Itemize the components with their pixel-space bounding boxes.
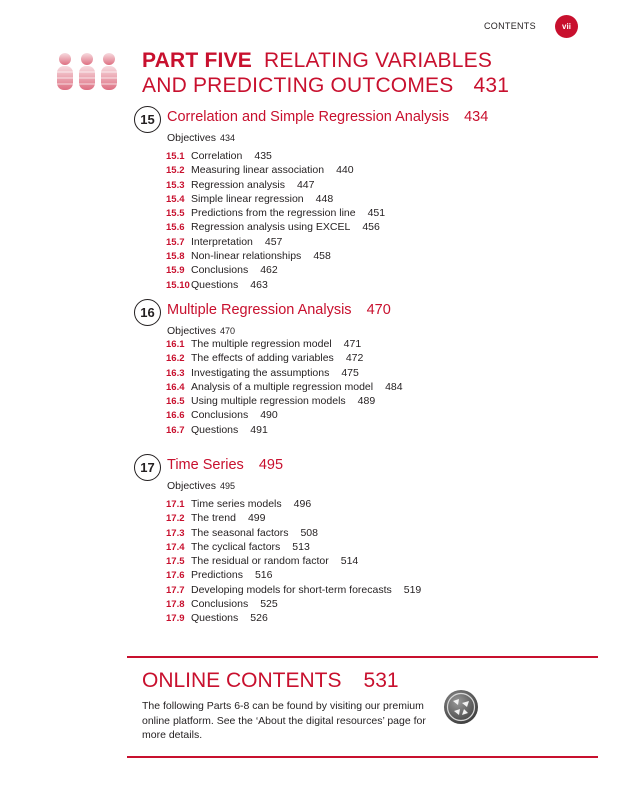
section-item[interactable]: 15.4 Simple linear regression 448: [166, 192, 334, 205]
section-item[interactable]: 16.5 Using multiple regression models 489: [166, 395, 376, 408]
part-page: 431: [473, 74, 510, 97]
section-item[interactable]: 17.8 Conclusions 525: [166, 598, 278, 611]
objectives: Objectives 434: [167, 132, 236, 144]
online-bottom-rule: [127, 756, 598, 758]
chapter-page: 495: [258, 457, 284, 473]
section-item[interactable]: 16.7 Questions 491: [166, 423, 268, 436]
page-number-badge: vii: [555, 15, 578, 38]
chapter-number: 16: [134, 299, 161, 326]
section-item[interactable]: 15.6 Regression analysis using EXCEL 456: [166, 221, 380, 234]
chapter-number: 15: [134, 106, 161, 133]
section-item[interactable]: 17.2 The trend 499: [166, 512, 266, 525]
online-platform-icon[interactable]: [443, 689, 479, 725]
section-item[interactable]: 15.3 Regression analysis 447: [166, 178, 315, 191]
objectives: Objectives 470: [167, 325, 236, 337]
chapter-title[interactable]: Multiple Regression Analysis 470: [167, 302, 391, 318]
part-title: [142, 48, 582, 98]
chapter-title[interactable]: Correlation and Simple Regression Analysis 434: [167, 109, 489, 125]
chapter-page: 434: [464, 109, 489, 125]
section-list: [166, 149, 385, 292]
section-item[interactable]: 16.6 Conclusions 490: [166, 409, 278, 422]
section-item[interactable]: 15.9 Conclusions 462: [166, 264, 278, 277]
running-header: CONTENTS: [484, 21, 536, 31]
section-item[interactable]: 16.2 The effects of adding variables 472: [166, 352, 364, 365]
people-icon: [54, 52, 120, 92]
section-item[interactable]: 17.1 Time series models 496: [166, 498, 312, 510]
section-item[interactable]: 16.4 Analysis of a multiple regression model 484: [166, 380, 403, 393]
section-item[interactable]: 15.1 Correlation 435: [166, 150, 272, 162]
section-list: [166, 497, 421, 626]
section-item[interactable]: 17.9 Questions 526: [166, 612, 268, 625]
part-title-line2: AND PREDICTING OUTCOMES: [142, 74, 454, 97]
section-item[interactable]: 16.1 The multiple regression model 471: [166, 338, 362, 350]
section-item[interactable]: 15.8 Non-linear relationships 458: [166, 250, 331, 263]
section-item[interactable]: 17.7 Developing models for short-term forecasts 519: [166, 583, 422, 596]
section-item[interactable]: 17.4 The cyclical factors 513: [166, 540, 310, 553]
part-title-line1: RELATING VARIABLES: [264, 49, 493, 72]
section-item[interactable]: 15.2 Measuring linear association 440: [166, 164, 354, 177]
section-item[interactable]: 15.7 Interpretation 457: [166, 235, 283, 248]
online-contents-title[interactable]: ONLINE CONTENTS 531: [142, 669, 399, 692]
section-item[interactable]: 17.3 The seasonal factors 508: [166, 526, 318, 539]
objectives: Objectives 495: [167, 480, 236, 492]
section-item[interactable]: 15.10Questions 463: [166, 278, 268, 291]
online-page: 531: [363, 669, 399, 692]
chapter-number: 17: [134, 454, 161, 481]
section-item[interactable]: 17.5 The residual or random factor 514: [166, 555, 359, 568]
section-item[interactable]: 16.3 Investigating the assumptions 475: [166, 366, 359, 379]
online-top-rule: [127, 656, 598, 658]
online-description: The following Parts 6-8 can be found by visiting our premium online platform. See the ‘About the digital resources’ page for more details.: [142, 700, 426, 741]
section-item[interactable]: 15.5 Predictions from the regression line 451: [166, 207, 386, 220]
chapter-page: 470: [366, 302, 391, 318]
part-label: PART FIVE: [142, 49, 252, 72]
section-list: [166, 337, 403, 437]
section-item[interactable]: 17.6 Predictions 516: [166, 569, 273, 582]
chapter-title[interactable]: Time Series 495: [167, 457, 284, 473]
